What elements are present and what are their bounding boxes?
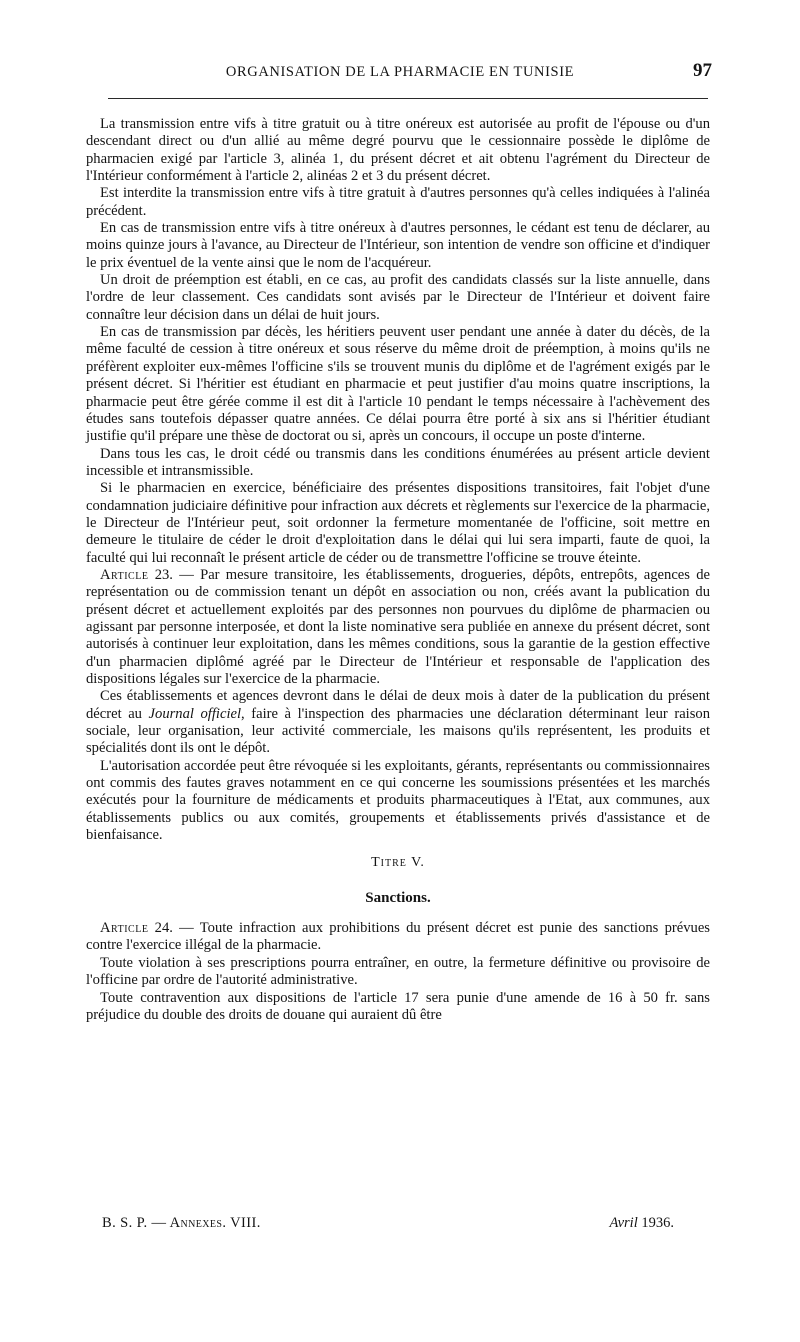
header-rule [108, 98, 708, 99]
page-header [88, 60, 712, 88]
paragraph: Est interdite la transmission entre vifs à titre gratuit à d'autres personnes qu'à celles indiquées à l'alinéa précédent. [86, 185, 710, 219]
article-text: 23. — Par mesure transitoire, les établissements, drogueries, dépôts, entrepôts, agences de représentation ou de commission tenant un dépôt en association ou non, créés avant la publication du présent décret et actuellement exploités par des personnes non pourvues du diplôme de pharmacien ou agissant par personne interposée, et dont la liste nominative sera publiée en annexe du présent décret, sont autorisés à continuer leur exploitation, dans les mêmes conditions, sous la garantie de la gestion effective d'un pharmacien diplômé agréé par le Directeur de l'Intérieur et responsable de l'application des dispositions légales sur l'exercice de la pharmacie. [86, 566, 710, 687]
footer-reference: B. S. P. — Annexes. VIII. [102, 1215, 261, 1231]
article-text: 24. — Toute infraction aux prohibitions du présent décret est punie des sanctions prévues contre l'exercice illégal de la pharmacie. [86, 920, 710, 954]
document-body [86, 116, 710, 1024]
paragraph: L'autorisation accordée peut être révoquée si les exploitants, gérants, représentants ou commissionnaires ont commis des fautes graves notamment en ce qui concerne les soumissions présentées et les marchés exécutés pour la fourniture de médicaments et produits pharmaceutiques à l'Etat, aux communes, aux établissements publics ou aux comités, groupements et établissements privés d'assistance et de bienfaisance. [86, 757, 710, 844]
paragraph: Toute violation à ses prescriptions pourra entraîner, en outre, la fermeture définitive ou provisoire de l'officine par ordre de l'autorité administrative. [86, 954, 710, 989]
article-label: Article [100, 566, 149, 583]
footer-month: Avril [609, 1215, 638, 1231]
paragraph [86, 688, 710, 757]
titre-heading: Titre V. [371, 855, 425, 871]
paragraph: Un droit de préemption est établi, en ce cas, au profit des candidats classés sur la liste annuelle, dans l'ordre de leur classement. Ces candidats sont avisés par le Directeur de l'Intérieur et doivent faire connaître leur décision dans un délai de huit jours. [86, 272, 710, 323]
paragraph: La transmission entre vifs à titre gratuit ou à titre onéreux est autorisée au profit de l'épouse ou d'un descendant direct ou d'un allié au même degré pourvu que le cessionnaire possède le diplôme de pharmacien exigé par l'article 3, alinéa 1, du présent décret et ait obtenu l'agrément du Directeur de l'Intérieur conformément à l'article 2, alinéas 2 et 3 du présent décret. [86, 116, 710, 185]
paragraph: Dans tous les cas, le droit cédé ou transmis dans les conditions énumérées au présent article devient incessible et intransmissible. [86, 445, 710, 479]
paragraph: En cas de transmission entre vifs à titre onéreux à d'autres personnes, le cédant est tenu de déclarer, au moins quinze jours à l'avance, au Directeur de l'Intérieur, son intention de vendre son officine et d'indiquer le prix éventuel de la vente ainsi que le nom de l'acquéreur. [86, 220, 710, 271]
paragraph: Si le pharmacien en exercice, bénéficiaire des présentes dispositions transitoires, fait l'objet d'une condamnation judiciaire définitive pour infraction aux décrets et règlements sur l'exercice de la pharmacie, le Directeur de l'Intérieur peut, soit ordonner la fermeture momentanée de l'officine, soit mettre en demeure le titulaire de céder le droit d'exploitation dans le délai qui lui sera imparti, faute de quoi, la faculté qui lui reconnaît le présent article de céder ou de transmettre l'officine se trouve éteinte. [86, 480, 710, 566]
footer-date [610, 1215, 674, 1232]
running-title: ORGANISATION DE LA PHARMACIE EN TUNISIE [225, 64, 575, 80]
article-label: Article [100, 920, 149, 937]
text-run: , faire à l'inspection des pharmacies une déclaration déterminant leur raison sociale, leur organisation, leur activité commerciale, les maisons qu'ils représentent, les produits et spécialités dont ils ont le dépôt. [86, 705, 710, 757]
article-24 [86, 920, 710, 955]
article-23 [86, 567, 710, 688]
page-number: 97 [693, 60, 712, 81]
paragraph: Toute contravention aux dispositions de l'article 17 sera punie d'une amende de 16 à 50 fr. sans préjudice du double des droits de douane qui auraient dû être [86, 989, 710, 1023]
footer-year: 1936. [637, 1215, 674, 1231]
page-footer [102, 1215, 674, 1235]
section-heading: Sanctions. [365, 889, 431, 906]
journal-officiel: Journal officiel [148, 705, 242, 722]
paragraph: En cas de transmission par décès, les héritiers peuvent user pendant une année à dater du décès, de la même faculté de cession à titre onéreux et sous réserve du même droit de préemption, à moins qu'ils ne préfèrent exploiter eux-mêmes l'officine s'ils se trouvent munis du diplôme et de l'agrément exigés par le présent décret. Si l'héritier est étudiant en pharmacie et peut justifier d'au moins quatre inscriptions, la pharmacie peut être gérée comme il est dit à l'article 10 pendant le temps nécessaire à l'achèvement des études sans toutefois dépasser quatre années. Ce délai pourra être porté à six ans si l'héritier étudiant justifie qu'il prépare une thèse de doctorat ou si, après un concours, il occupe un poste d'interne. [86, 324, 710, 445]
text-run: Ces établissements et agences devront dans le délai de deux mois à dater de la publication du présent décret au [86, 688, 710, 722]
